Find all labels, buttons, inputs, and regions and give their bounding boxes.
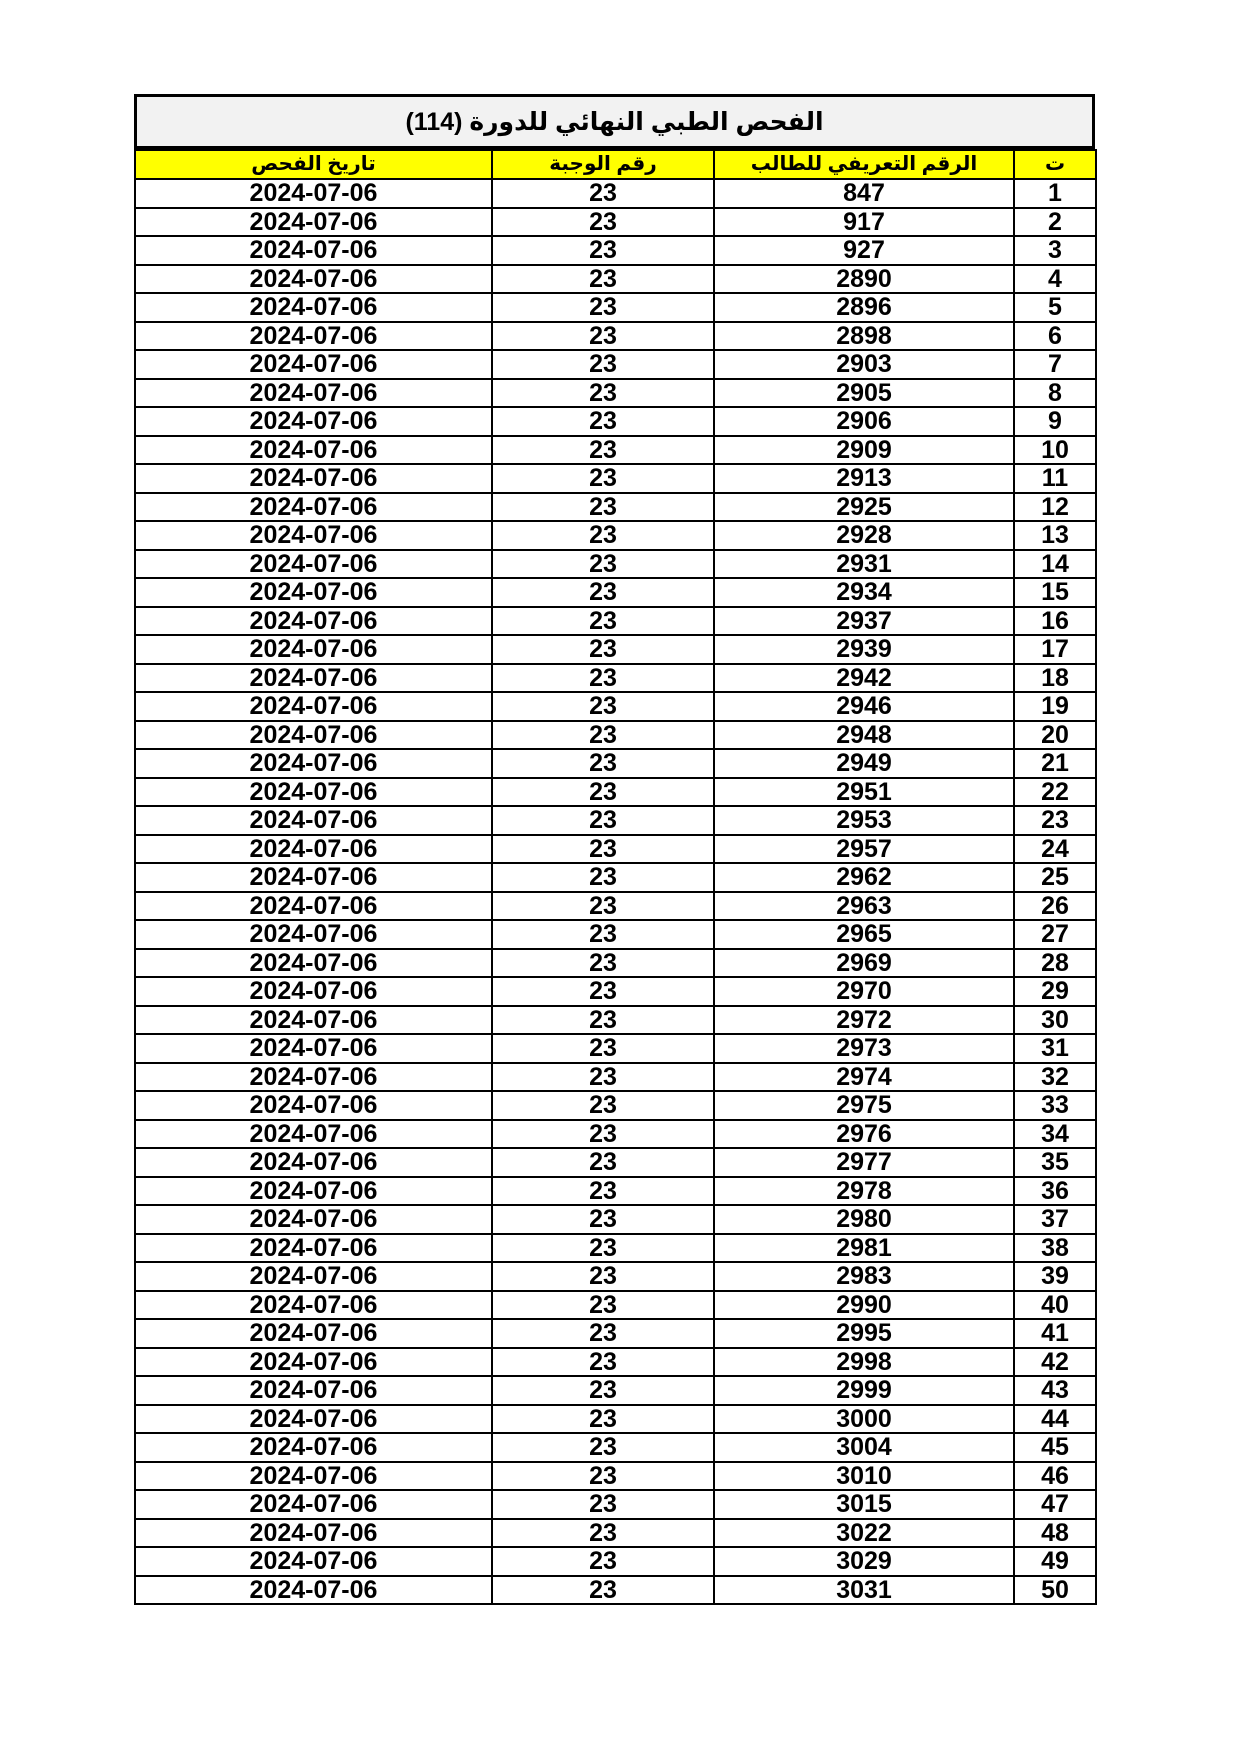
batch-number-cell: 23 (492, 1291, 714, 1320)
student-id-cell: 2942 (714, 664, 1014, 693)
table-row (135, 892, 1096, 921)
student-id-cell: 2990 (714, 1291, 1014, 1320)
row-index-cell: 44 (1014, 1405, 1096, 1434)
table-row (135, 1462, 1096, 1491)
table-row (135, 322, 1096, 351)
exam-date-cell: 2024-07-06 (135, 208, 492, 237)
student-id-cell: 917 (714, 208, 1014, 237)
student-id-cell: 2977 (714, 1148, 1014, 1177)
row-index-cell: 4 (1014, 265, 1096, 294)
exam-date-cell: 2024-07-06 (135, 778, 492, 807)
table-row (135, 949, 1096, 978)
student-id-cell: 2970 (714, 977, 1014, 1006)
batch-number-cell: 23 (492, 1576, 714, 1605)
table-row (135, 721, 1096, 750)
row-index-cell: 20 (1014, 721, 1096, 750)
batch-number-cell: 23 (492, 436, 714, 465)
batch-number-cell: 23 (492, 1205, 714, 1234)
row-index-cell: 2 (1014, 208, 1096, 237)
batch-number-cell: 23 (492, 293, 714, 322)
row-index-cell: 34 (1014, 1120, 1096, 1149)
batch-number-cell: 23 (492, 379, 714, 408)
row-index-cell: 11 (1014, 464, 1096, 493)
student-id-cell: 3015 (714, 1490, 1014, 1519)
batch-number-cell: 23 (492, 1547, 714, 1576)
table-row (135, 179, 1096, 208)
exam-date-cell: 2024-07-06 (135, 1120, 492, 1149)
exam-date-cell: 2024-07-06 (135, 436, 492, 465)
student-id-cell: 2906 (714, 407, 1014, 436)
batch-number-cell: 23 (492, 835, 714, 864)
batch-number-cell: 23 (492, 920, 714, 949)
batch-number-cell: 23 (492, 1091, 714, 1120)
table-row (135, 806, 1096, 835)
batch-number-cell: 23 (492, 493, 714, 522)
exam-date-cell: 2024-07-06 (135, 1234, 492, 1263)
row-index-cell: 43 (1014, 1376, 1096, 1405)
row-index-cell: 30 (1014, 1006, 1096, 1035)
row-index-cell: 36 (1014, 1177, 1096, 1206)
student-id-cell: 2925 (714, 493, 1014, 522)
table-row (135, 635, 1096, 664)
table-row (135, 1034, 1096, 1063)
table-row (135, 578, 1096, 607)
batch-number-cell: 23 (492, 1433, 714, 1462)
table-row (135, 436, 1096, 465)
table-row (135, 1319, 1096, 1348)
student-id-cell: 2949 (714, 749, 1014, 778)
table-row (135, 977, 1096, 1006)
exam-date-cell: 2024-07-06 (135, 835, 492, 864)
batch-number-cell: 23 (492, 578, 714, 607)
student-id-cell: 927 (714, 236, 1014, 265)
table-body (135, 179, 1096, 1604)
table-row (135, 350, 1096, 379)
row-index-cell: 17 (1014, 635, 1096, 664)
student-id-cell: 2995 (714, 1319, 1014, 1348)
table-row (135, 749, 1096, 778)
exam-date-cell: 2024-07-06 (135, 1405, 492, 1434)
header-exam-date: تاريخ الفحص (135, 150, 492, 179)
batch-number-cell: 23 (492, 179, 714, 208)
header-index: ت (1014, 150, 1096, 179)
batch-number-cell: 23 (492, 721, 714, 750)
exam-date-cell: 2024-07-06 (135, 1006, 492, 1035)
student-id-cell: 3010 (714, 1462, 1014, 1491)
exam-date-cell: 2024-07-06 (135, 806, 492, 835)
batch-number-cell: 23 (492, 322, 714, 351)
row-index-cell: 14 (1014, 550, 1096, 579)
student-id-cell: 2934 (714, 578, 1014, 607)
row-index-cell: 50 (1014, 1576, 1096, 1605)
exam-date-cell: 2024-07-06 (135, 1034, 492, 1063)
exam-date-cell: 2024-07-06 (135, 464, 492, 493)
student-id-cell: 2978 (714, 1177, 1014, 1206)
batch-number-cell: 23 (492, 806, 714, 835)
student-id-cell: 2972 (714, 1006, 1014, 1035)
exam-date-cell: 2024-07-06 (135, 1433, 492, 1462)
row-index-cell: 12 (1014, 493, 1096, 522)
exam-date-cell: 2024-07-06 (135, 607, 492, 636)
table-row (135, 1063, 1096, 1092)
exam-date-cell: 2024-07-06 (135, 1348, 492, 1377)
row-index-cell: 5 (1014, 293, 1096, 322)
student-id-cell: 2998 (714, 1348, 1014, 1377)
table-row (135, 1490, 1096, 1519)
batch-number-cell: 23 (492, 977, 714, 1006)
exam-date-cell: 2024-07-06 (135, 407, 492, 436)
row-index-cell: 35 (1014, 1148, 1096, 1177)
row-index-cell: 39 (1014, 1262, 1096, 1291)
student-id-cell: 2973 (714, 1034, 1014, 1063)
exam-date-cell: 2024-07-06 (135, 920, 492, 949)
table-row (135, 379, 1096, 408)
table-row (135, 493, 1096, 522)
batch-number-cell: 23 (492, 1063, 714, 1092)
row-index-cell: 26 (1014, 892, 1096, 921)
exam-date-cell: 2024-07-06 (135, 977, 492, 1006)
table-row (135, 692, 1096, 721)
table-row (135, 1376, 1096, 1405)
student-id-cell: 2909 (714, 436, 1014, 465)
batch-number-cell: 23 (492, 607, 714, 636)
row-index-cell: 32 (1014, 1063, 1096, 1092)
table-row (135, 521, 1096, 550)
student-id-cell: 2975 (714, 1091, 1014, 1120)
batch-number-cell: 23 (492, 1120, 714, 1149)
batch-number-cell: 23 (492, 1034, 714, 1063)
student-id-cell: 2948 (714, 721, 1014, 750)
row-index-cell: 18 (1014, 664, 1096, 693)
exam-date-cell: 2024-07-06 (135, 1462, 492, 1491)
student-id-cell: 2928 (714, 521, 1014, 550)
row-index-cell: 9 (1014, 407, 1096, 436)
batch-number-cell: 23 (492, 1405, 714, 1434)
row-index-cell: 49 (1014, 1547, 1096, 1576)
batch-number-cell: 23 (492, 464, 714, 493)
document-sheet (134, 94, 1095, 1605)
student-id-cell: 3031 (714, 1576, 1014, 1605)
table-row (135, 835, 1096, 864)
batch-number-cell: 23 (492, 1262, 714, 1291)
table-row (135, 1405, 1096, 1434)
batch-number-cell: 23 (492, 749, 714, 778)
exam-date-cell: 2024-07-06 (135, 379, 492, 408)
exam-date-cell: 2024-07-06 (135, 635, 492, 664)
exam-date-cell: 2024-07-06 (135, 322, 492, 351)
batch-number-cell: 23 (492, 778, 714, 807)
student-id-cell: 3029 (714, 1547, 1014, 1576)
table-row (135, 1348, 1096, 1377)
student-id-cell: 2937 (714, 607, 1014, 636)
table-row (135, 464, 1096, 493)
student-id-cell: 2939 (714, 635, 1014, 664)
student-id-cell: 2905 (714, 379, 1014, 408)
row-index-cell: 7 (1014, 350, 1096, 379)
header-row (135, 150, 1096, 179)
batch-number-cell: 23 (492, 521, 714, 550)
row-index-cell: 25 (1014, 863, 1096, 892)
exam-date-cell: 2024-07-06 (135, 949, 492, 978)
batch-number-cell: 23 (492, 1177, 714, 1206)
student-id-cell: 2962 (714, 863, 1014, 892)
table-row (135, 1234, 1096, 1263)
exam-date-cell: 2024-07-06 (135, 1091, 492, 1120)
exam-date-cell: 2024-07-06 (135, 1262, 492, 1291)
batch-number-cell: 23 (492, 1348, 714, 1377)
row-index-cell: 33 (1014, 1091, 1096, 1120)
student-id-cell: 2981 (714, 1234, 1014, 1263)
student-id-cell: 2974 (714, 1063, 1014, 1092)
exam-date-cell: 2024-07-06 (135, 550, 492, 579)
exam-date-cell: 2024-07-06 (135, 664, 492, 693)
table-row (135, 407, 1096, 436)
table-row (135, 664, 1096, 693)
table-row (135, 920, 1096, 949)
batch-number-cell: 23 (492, 863, 714, 892)
row-index-cell: 37 (1014, 1205, 1096, 1234)
student-id-cell: 3004 (714, 1433, 1014, 1462)
table-row (135, 1547, 1096, 1576)
student-id-cell: 2976 (714, 1120, 1014, 1149)
exam-roster-table (134, 149, 1097, 1605)
exam-date-cell: 2024-07-06 (135, 1376, 492, 1405)
student-id-cell: 2980 (714, 1205, 1014, 1234)
row-index-cell: 13 (1014, 521, 1096, 550)
exam-date-cell: 2024-07-06 (135, 493, 492, 522)
row-index-cell: 48 (1014, 1519, 1096, 1548)
row-index-cell: 3 (1014, 236, 1096, 265)
student-id-cell: 2890 (714, 265, 1014, 294)
student-id-cell: 3000 (714, 1405, 1014, 1434)
student-id-cell: 3022 (714, 1519, 1014, 1548)
row-index-cell: 23 (1014, 806, 1096, 835)
student-id-cell: 2931 (714, 550, 1014, 579)
student-id-cell: 2999 (714, 1376, 1014, 1405)
student-id-cell: 2953 (714, 806, 1014, 835)
row-index-cell: 45 (1014, 1433, 1096, 1462)
exam-date-cell: 2024-07-06 (135, 578, 492, 607)
batch-number-cell: 23 (492, 1462, 714, 1491)
row-index-cell: 46 (1014, 1462, 1096, 1491)
row-index-cell: 29 (1014, 977, 1096, 1006)
batch-number-cell: 23 (492, 1148, 714, 1177)
row-index-cell: 1 (1014, 179, 1096, 208)
exam-date-cell: 2024-07-06 (135, 749, 492, 778)
student-id-cell: 2898 (714, 322, 1014, 351)
exam-date-cell: 2024-07-06 (135, 350, 492, 379)
student-id-cell: 2913 (714, 464, 1014, 493)
exam-date-cell: 2024-07-06 (135, 1576, 492, 1605)
row-index-cell: 28 (1014, 949, 1096, 978)
exam-date-cell: 2024-07-06 (135, 293, 492, 322)
row-index-cell: 40 (1014, 1291, 1096, 1320)
row-index-cell: 38 (1014, 1234, 1096, 1263)
table-row (135, 1205, 1096, 1234)
header-student-id: الرقم التعريفي للطالب (714, 150, 1014, 179)
batch-number-cell: 23 (492, 265, 714, 294)
table-row (135, 1177, 1096, 1206)
row-index-cell: 22 (1014, 778, 1096, 807)
batch-number-cell: 23 (492, 1006, 714, 1035)
table-row (135, 1519, 1096, 1548)
exam-date-cell: 2024-07-06 (135, 1319, 492, 1348)
batch-number-cell: 23 (492, 350, 714, 379)
table-row (135, 1262, 1096, 1291)
exam-date-cell: 2024-07-06 (135, 1148, 492, 1177)
table-row (135, 1091, 1096, 1120)
row-index-cell: 10 (1014, 436, 1096, 465)
batch-number-cell: 23 (492, 208, 714, 237)
table-row (135, 236, 1096, 265)
row-index-cell: 24 (1014, 835, 1096, 864)
table-row (135, 778, 1096, 807)
row-index-cell: 21 (1014, 749, 1096, 778)
exam-date-cell: 2024-07-06 (135, 1205, 492, 1234)
table-row (135, 1148, 1096, 1177)
table-row (135, 1006, 1096, 1035)
student-id-cell: 2957 (714, 835, 1014, 864)
batch-number-cell: 23 (492, 949, 714, 978)
batch-number-cell: 23 (492, 692, 714, 721)
batch-number-cell: 23 (492, 1319, 714, 1348)
exam-date-cell: 2024-07-06 (135, 1490, 492, 1519)
student-id-cell: 2951 (714, 778, 1014, 807)
student-id-cell: 2969 (714, 949, 1014, 978)
batch-number-cell: 23 (492, 664, 714, 693)
row-index-cell: 27 (1014, 920, 1096, 949)
student-id-cell: 2946 (714, 692, 1014, 721)
batch-number-cell: 23 (492, 550, 714, 579)
exam-date-cell: 2024-07-06 (135, 692, 492, 721)
exam-date-cell: 2024-07-06 (135, 236, 492, 265)
row-index-cell: 16 (1014, 607, 1096, 636)
table-row (135, 1576, 1096, 1605)
student-id-cell: 2983 (714, 1262, 1014, 1291)
row-index-cell: 41 (1014, 1319, 1096, 1348)
table-row (135, 863, 1096, 892)
exam-date-cell: 2024-07-06 (135, 1177, 492, 1206)
row-index-cell: 42 (1014, 1348, 1096, 1377)
student-id-cell: 2903 (714, 350, 1014, 379)
batch-number-cell: 23 (492, 407, 714, 436)
exam-date-cell: 2024-07-06 (135, 1547, 492, 1576)
row-index-cell: 19 (1014, 692, 1096, 721)
exam-date-cell: 2024-07-06 (135, 265, 492, 294)
student-id-cell: 2896 (714, 293, 1014, 322)
row-index-cell: 31 (1014, 1034, 1096, 1063)
table-row (135, 1120, 1096, 1149)
student-id-cell: 2965 (714, 920, 1014, 949)
exam-date-cell: 2024-07-06 (135, 892, 492, 921)
row-index-cell: 15 (1014, 578, 1096, 607)
table-row (135, 550, 1096, 579)
batch-number-cell: 23 (492, 635, 714, 664)
row-index-cell: 8 (1014, 379, 1096, 408)
exam-date-cell: 2024-07-06 (135, 863, 492, 892)
header-batch: رقم الوجبة (492, 150, 714, 179)
batch-number-cell: 23 (492, 1519, 714, 1548)
table-row (135, 1291, 1096, 1320)
table-row (135, 208, 1096, 237)
batch-number-cell: 23 (492, 236, 714, 265)
exam-date-cell: 2024-07-06 (135, 521, 492, 550)
student-id-cell: 847 (714, 179, 1014, 208)
table-row (135, 1433, 1096, 1462)
table-row (135, 265, 1096, 294)
exam-date-cell: 2024-07-06 (135, 1519, 492, 1548)
exam-date-cell: 2024-07-06 (135, 1291, 492, 1320)
batch-number-cell: 23 (492, 1490, 714, 1519)
row-index-cell: 6 (1014, 322, 1096, 351)
table-row (135, 607, 1096, 636)
exam-date-cell: 2024-07-06 (135, 721, 492, 750)
batch-number-cell: 23 (492, 1234, 714, 1263)
table-row (135, 293, 1096, 322)
student-id-cell: 2963 (714, 892, 1014, 921)
row-index-cell: 47 (1014, 1490, 1096, 1519)
table-header (135, 150, 1096, 179)
batch-number-cell: 23 (492, 892, 714, 921)
exam-date-cell: 2024-07-06 (135, 179, 492, 208)
document-title: الفحص الطبي النهائي للدورة (114) (134, 94, 1095, 149)
exam-date-cell: 2024-07-06 (135, 1063, 492, 1092)
batch-number-cell: 23 (492, 1376, 714, 1405)
